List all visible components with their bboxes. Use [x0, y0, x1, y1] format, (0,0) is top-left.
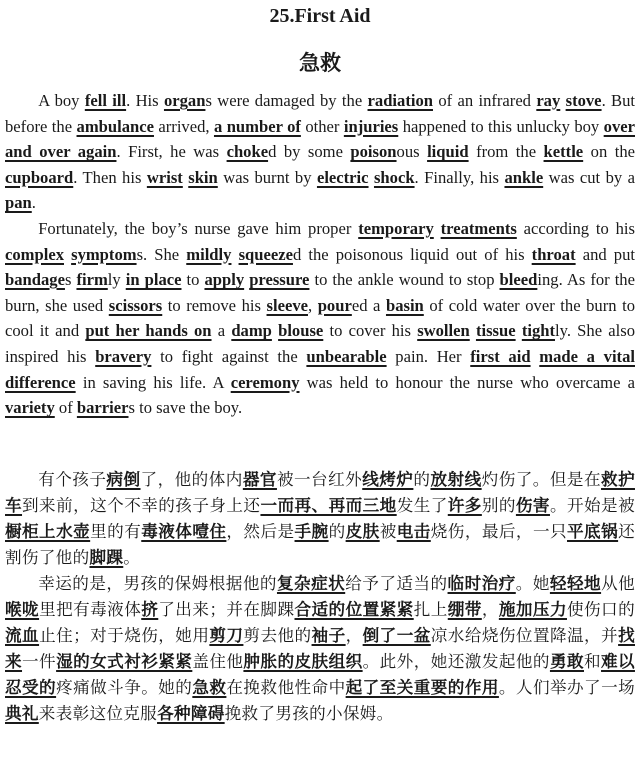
text-segment: 的 — [413, 470, 431, 489]
text-segment: 盖住他 — [192, 652, 244, 671]
text-segment — [434, 219, 441, 238]
vocab-keyword: firm — [76, 270, 108, 290]
text-segment: d by some — [268, 142, 351, 162]
text-segment: other — [300, 116, 344, 136]
vocab-keyword: 橱柜上水壶 — [5, 522, 91, 541]
chinese-title: 急救 — [299, 51, 341, 75]
text-segment: pain. Her — [386, 346, 471, 366]
text-segment: was held to honour the nurse who overcame a — [299, 372, 635, 392]
text-segment: 。人们举办了一场 — [498, 678, 636, 697]
vocab-keyword: 袖子 — [311, 626, 346, 645]
vocab-keyword: first aid — [470, 346, 531, 366]
text-segment: ， — [345, 626, 363, 645]
vocab-keyword: squeeze — [238, 244, 293, 264]
text-segment: 凉水给烧伤位置降温，并 — [430, 626, 619, 645]
vocab-keyword: variety — [5, 398, 55, 418]
vocab-keyword: 流血 — [5, 626, 40, 645]
vocab-keyword: electric — [316, 167, 369, 187]
text-segment: s to save the boy. — [128, 398, 243, 418]
vocab-keyword: 合适的位置紧紧 — [294, 600, 414, 619]
vocab-keyword: 剪刀 — [209, 626, 244, 645]
vocab-keyword: put her hands on — [85, 321, 212, 341]
text-segment: 里把有毒液体 — [39, 600, 142, 619]
vocab-keyword: choke — [226, 142, 269, 162]
vocab-keyword: shock — [373, 167, 415, 187]
vocab-keyword: ceremony — [230, 372, 300, 392]
text-segment: 从他 — [601, 574, 636, 593]
vocab-keyword: mildly — [186, 244, 232, 264]
vocab-keyword: over and over again — [5, 116, 635, 162]
text-segment: of an infrared — [433, 91, 537, 110]
vocab-keyword: 毒液体噎住 — [141, 522, 227, 541]
vocab-keyword: 临时治疗 — [447, 574, 516, 593]
vocab-keyword: scissors — [108, 295, 163, 315]
vocab-keyword: 许多 — [447, 496, 482, 515]
vocab-keyword: damp — [231, 321, 272, 341]
vocab-keyword: 肿胀的皮肤组织 — [243, 652, 363, 671]
text-segment: 来表彰这位克服 — [38, 704, 158, 723]
text-segment: . — [31, 193, 36, 213]
text-segment: . His — [126, 91, 164, 110]
text-segment: 在挽救他性命中 — [226, 678, 346, 697]
vocab-keyword: in place — [125, 270, 182, 290]
text-segment: 使伤口的 — [566, 600, 635, 619]
vocab-keyword: swollen — [417, 321, 470, 341]
text-segment: of — [54, 398, 77, 418]
text-segment: a — [211, 321, 232, 341]
vocab-keyword: 倒了一盆 — [362, 626, 431, 645]
vocab-keyword: stove — [565, 91, 602, 110]
text-segment: was cut by a — [543, 167, 635, 187]
vocab-keyword: 电击 — [396, 522, 431, 541]
text-segment: and put — [575, 244, 635, 264]
chinese-paragraph — [5, 467, 635, 571]
text-segment: d the poisonous liquid out of his — [292, 244, 532, 264]
vocab-keyword: temporary — [358, 218, 434, 238]
vocab-keyword: treatments — [440, 218, 517, 238]
text-segment: 。开始是被 — [549, 496, 635, 515]
text-segment: 了出来；并在脚踝 — [158, 600, 295, 619]
text-segment: 烧伤，最后，一只 — [430, 522, 568, 541]
text-segment: ，然后是 — [226, 522, 295, 541]
text-segment: to remove his — [162, 295, 267, 315]
vocab-keyword: 轻轻地 — [549, 574, 602, 593]
vocab-keyword: 一而再、再而三地 — [260, 496, 397, 515]
text-segment: 。 — [123, 548, 141, 567]
vocab-keyword: 挤 — [141, 600, 159, 619]
text-segment: , — [307, 295, 318, 315]
vocab-keyword: 伤害 — [515, 496, 550, 515]
text-segment: s. She — [136, 244, 187, 264]
text-segment: to fight against the — [151, 346, 307, 366]
text-segment: on the — [583, 142, 635, 162]
text-segment: s were damaged by the — [205, 91, 368, 110]
text-segment: 疼痛做斗争。她的 — [56, 678, 193, 697]
text-segment: 被 — [379, 522, 397, 541]
chinese-passage — [5, 467, 635, 727]
vocab-keyword: 手腕 — [294, 522, 329, 541]
vocab-keyword: 器官 — [242, 470, 277, 489]
vocab-keyword: skin — [188, 167, 218, 187]
text-segment: 了，他的体内 — [140, 470, 243, 489]
text-segment: 幸运的是，男孩的保姆根据他的 — [38, 574, 277, 593]
vocab-keyword: 典礼 — [5, 704, 39, 723]
text-segment: 。她 — [515, 574, 550, 593]
text-segment: ous — [396, 142, 428, 162]
text-segment — [231, 245, 238, 264]
vocab-keyword: 湿的女式衬衫紧紧 — [56, 652, 193, 671]
text-segment: ed a — [351, 295, 386, 315]
vocab-keyword: liquid — [427, 142, 469, 162]
text-segment: . Then his — [73, 167, 147, 187]
vocab-keyword: poison — [350, 142, 397, 162]
vocab-keyword: 找来 — [5, 626, 635, 671]
vocab-keyword: bravery — [95, 346, 152, 366]
chinese-paragraph — [5, 571, 635, 727]
text-segment: of cold water over the burn to cool it and — [5, 295, 636, 341]
vocab-keyword: 绷带 — [447, 600, 482, 619]
text-segment: ing. As for the burn, she used — [5, 270, 635, 315]
vocab-keyword: apply — [204, 270, 245, 290]
text-segment: to cover his — [323, 321, 418, 341]
vocab-keyword: kettle — [543, 142, 584, 162]
text-segment: 扎上 — [413, 600, 448, 619]
text-segment: . First, he was — [116, 142, 227, 162]
text-segment: 被一台红外 — [276, 470, 363, 489]
text-segment: ly. She also inspired his — [5, 321, 635, 366]
vocab-keyword: 急救 — [192, 678, 227, 697]
text-segment: happened to this unlucky boy — [398, 116, 604, 136]
english-paragraph — [5, 88, 635, 216]
vocab-keyword: 线烤炉 — [362, 470, 414, 489]
vocab-keyword: basin — [385, 295, 424, 315]
text-segment: 挽救了男孩的小保姆。 — [224, 704, 394, 723]
vocab-keyword: 病倒 — [106, 470, 141, 489]
vocab-keyword: pressure — [249, 270, 310, 290]
vocab-keyword: 各种障碍 — [157, 704, 225, 723]
text-segment: 里的有 — [90, 522, 142, 541]
vocab-keyword: 起了至关重要的作用 — [345, 678, 499, 697]
text-segment: ， — [481, 600, 499, 619]
vocab-keyword: ankle — [504, 167, 544, 187]
vocab-keyword: barrier — [76, 398, 129, 418]
text-segment: 发生了 — [396, 496, 448, 515]
text-segment: to the ankle wound to stop — [309, 270, 500, 290]
vocab-keyword: made a vital difference — [5, 346, 635, 392]
english-title: 25.First Aid — [269, 5, 371, 27]
vocab-keyword: bleed — [499, 270, 538, 290]
vocab-keyword: fell ill — [84, 91, 127, 110]
text-segment: in saving his life. A — [75, 372, 231, 392]
vocab-keyword: throat — [531, 244, 576, 264]
text-segment: 和 — [584, 652, 602, 671]
text-segment: Fortunately, the boy’s nurse gave him proper — [38, 218, 359, 238]
vocab-keyword: organ — [163, 91, 206, 110]
text-segment: . Finally, his — [414, 167, 505, 187]
vocab-keyword: tight — [521, 321, 555, 341]
text-segment: 的 — [328, 522, 346, 541]
vocab-keyword: pan — [5, 193, 32, 213]
text-segment: 一件 — [22, 652, 57, 671]
text-segment: . But before the — [5, 91, 636, 136]
vocab-keyword: unbearable — [306, 346, 387, 366]
text-segment: was burnt by — [217, 167, 317, 187]
vocab-keyword: tissue — [475, 321, 516, 341]
vocab-keyword: 勇敢 — [549, 652, 584, 671]
vocab-keyword: ray — [536, 91, 561, 110]
text-segment: 剪去他的 — [243, 626, 312, 645]
text-segment: 到来前，这个不幸的孩子身上还 — [22, 496, 261, 515]
text-segment: 止住；对于烧伤，她用 — [39, 626, 210, 645]
vocab-keyword: 喉咙 — [5, 600, 40, 619]
vocab-keyword: 施加压力 — [498, 600, 567, 619]
vocab-keyword: complex — [5, 244, 64, 264]
text-segment: A boy — [38, 91, 85, 110]
vocab-keyword: bandage — [5, 270, 65, 290]
vocab-keyword: sleeve — [266, 295, 308, 315]
vocab-keyword: blouse — [278, 321, 324, 341]
text-segment: to — [181, 270, 205, 290]
vocab-keyword: pour — [317, 295, 352, 315]
vocab-keyword: 难以忍受的 — [5, 652, 635, 697]
text-segment: from the — [468, 142, 544, 162]
english-paragraph — [5, 216, 635, 421]
text-segment: ly — [107, 270, 126, 290]
vocab-keyword: wrist — [146, 167, 183, 187]
text-segment: arrived, — [153, 116, 214, 136]
text-segment: 给予了适当的 — [345, 574, 448, 593]
text-segment: s — [64, 270, 77, 290]
vocab-keyword: injuries — [343, 116, 399, 136]
text-segment: according to his — [516, 218, 635, 238]
vocab-keyword: radiation — [367, 91, 433, 110]
vocab-keyword: ambulance — [76, 116, 154, 136]
text-segment: 。此外，她还激发起他的 — [362, 652, 550, 671]
text-segment — [531, 347, 540, 366]
vocab-keyword: 救护车 — [5, 470, 635, 515]
english-passage — [5, 88, 635, 421]
vocab-keyword: 皮肤 — [345, 522, 380, 541]
text-segment: 灼伤了。但是在 — [481, 470, 602, 489]
vocab-keyword: 复杂症状 — [276, 574, 346, 593]
vocab-keyword: 平底锅 — [567, 522, 619, 541]
vocab-keyword: symptom — [71, 244, 137, 264]
text-segment: 有个孩子 — [38, 470, 107, 489]
vocab-keyword: a number of — [213, 116, 301, 136]
text-segment: 别的 — [481, 496, 516, 515]
vocab-keyword: 放射线 — [430, 470, 482, 489]
vocab-keyword: 脚踝 — [89, 548, 124, 567]
vocab-keyword: cupboard — [5, 167, 74, 187]
text-segment: 还割伤了他的 — [5, 522, 636, 567]
